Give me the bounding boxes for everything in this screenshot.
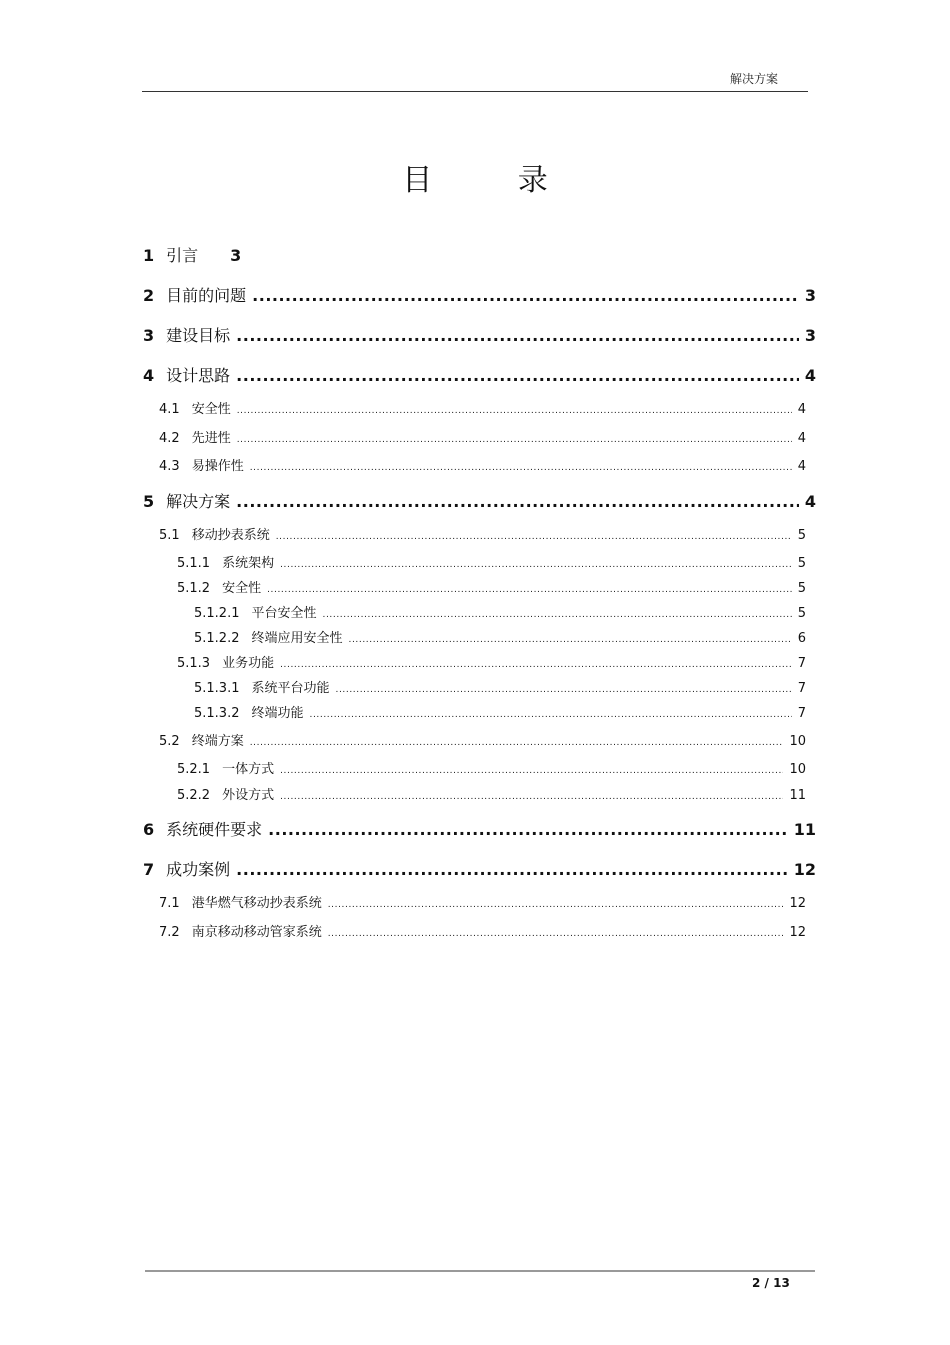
toc-leader-dots [328,900,784,910]
toc-leader-dots [267,585,792,595]
toc-entry-number: 5.1.3.2 [194,706,240,721]
toc-entry-number: 5.1.2 [177,581,211,596]
toc-entry-page: 4 [797,459,806,474]
toc-entry-page: 6 [797,631,806,646]
toc-entry-page: 3 [804,326,816,345]
toc-entry-page: 12 [789,925,806,940]
toc-title: 目 录 [402,163,586,198]
toc-entry[interactable] [143,817,816,840]
toc-entry-page: 5 [797,556,806,571]
toc-entry[interactable] [194,602,806,621]
toc-entry[interactable] [159,455,806,474]
toc-entry-number: 5.2 [159,734,180,749]
toc-entry[interactable] [143,283,816,306]
toc-entry-number: 5.1.3.1 [194,681,240,696]
toc-leader-dots [237,435,792,445]
toc-entry-label: 易操作性 [191,459,244,474]
toc-entry[interactable] [159,427,806,446]
toc-entry-number: 4.3 [159,459,180,474]
toc-entry[interactable] [143,489,816,512]
toc-entry-label: 系统架构 [222,556,275,571]
toc-entry[interactable] [194,677,806,696]
toc-entry-label: 解决方案 [166,492,231,511]
toc-entry-page: 7 [797,706,806,721]
toc-entry-label: 终端应用安全性 [251,631,343,646]
toc-entry-number: 4.2 [159,431,180,446]
toc-entry-page: 11 [793,820,816,839]
toc-entry-number: 7.1 [159,896,180,911]
toc-entry-page: 4 [804,366,816,385]
toc-leader-dots [236,492,799,511]
toc-entry[interactable] [177,552,806,571]
toc-leader-dots [349,635,792,645]
toc-entry-page: 5 [797,606,806,621]
toc-entry-label: 南京移动移动管家系统 [191,925,322,940]
toc-entry-number: 5.2.2 [177,788,211,803]
toc-entry[interactable] [177,784,806,803]
toc-entry-label: 港华燃气移动抄表系统 [191,896,322,911]
toc-entry-number: 7 [143,860,155,879]
toc-entry-page: 5 [797,581,806,596]
toc-entry-number: 1 [143,246,155,265]
toc-entry-page: 3 [804,286,816,305]
toc-leader-dots [328,929,784,939]
toc-leader-dots [268,820,788,839]
toc-leader-dots [280,660,792,670]
toc-entry-number: 6 [143,820,155,839]
toc-leader-dots [310,710,792,720]
toc-entry[interactable] [159,892,806,911]
toc-entry-label: 设计思路 [166,366,231,385]
toc-leader-dots [323,610,792,620]
toc-entry-number: 5.2.1 [177,762,211,777]
toc-entry[interactable] [194,702,806,721]
toc-entry-label: 外设方式 [222,788,275,803]
toc-entry[interactable] [143,363,816,386]
toc-entry-label: 终端功能 [251,706,304,721]
toc-leader-dots [252,286,799,305]
toc-entry-number: 3 [143,326,155,345]
toc-entry[interactable] [143,243,241,266]
toc-leader-dots [276,532,792,542]
toc-entry-page: 4 [797,431,806,446]
toc-entry-page: 4 [804,492,816,511]
page-indicator: 2 / 13 [752,1276,790,1290]
toc-entry-label: 移动抄表系统 [191,528,270,543]
toc-entry-label: 业务功能 [222,656,275,671]
toc-entry-number: 4 [143,366,155,385]
toc-entry-number: 5.1.2.2 [194,631,240,646]
toc-entry-number: 5.1.2.1 [194,606,240,621]
toc-entry-page: 10 [789,762,806,777]
toc-entry[interactable] [159,921,806,940]
toc-entry-label: 先进性 [191,431,231,446]
toc-leader-dots [236,326,799,345]
toc-entry-number: 7.2 [159,925,180,940]
toc-entry[interactable] [177,758,806,777]
toc-entry-label: 系统硬件要求 [166,820,263,839]
toc-entry-label: 系统平台功能 [251,681,330,696]
toc-entry-page: 12 [793,860,816,879]
toc-entry-label: 建设目标 [166,326,231,345]
toc-entry-page: 7 [797,656,806,671]
toc-entry[interactable] [159,730,806,749]
toc-entry-label: 安全性 [222,581,262,596]
toc-leader-dots [236,860,788,879]
toc-entry-number: 5 [143,492,155,511]
toc-entry-page: 7 [797,681,806,696]
toc-entry-number: 4.1 [159,402,180,417]
toc-leader-dots [236,366,799,385]
toc-leader-dots [280,766,783,776]
toc-entry-label: 终端方案 [191,734,244,749]
toc-entry[interactable] [177,577,806,596]
toc-entry-label: 成功案例 [166,860,231,879]
toc-entry-label: 目前的问题 [166,286,247,305]
toc-leader-dots [280,560,792,570]
toc-entry-number: 2 [143,286,155,305]
toc-entry-page: 4 [797,402,806,417]
toc-entry[interactable] [159,398,806,417]
toc-entry-page: 10 [789,734,806,749]
toc-entry-number: 5.1.3 [177,656,211,671]
toc-entry-page: 11 [789,788,806,803]
toc-entry-page: 12 [789,896,806,911]
toc-entry-number: 5.1.1 [177,556,211,571]
toc-entry-label: 引言 [166,246,199,265]
toc-entry[interactable] [177,652,806,671]
toc-entry[interactable] [159,524,806,543]
toc-leader-dots [280,792,783,802]
toc-entry-label: 安全性 [191,402,231,417]
toc-leader-dots [250,463,792,473]
toc-leader-dots [336,685,792,695]
toc-entry-page: 5 [797,528,806,543]
toc-entry[interactable] [143,323,816,346]
toc-entry-label: 平台安全性 [251,606,317,621]
toc-entry-page: 3 [230,246,242,265]
toc-entry-label: 一体方式 [222,762,275,777]
footer-rule [145,1270,815,1272]
toc-entry[interactable] [194,627,806,646]
running-header: 解决方案 [729,72,778,86]
toc-leader-dots [250,738,784,748]
toc-leader-dots [237,406,792,416]
toc-entry-number: 5.1 [159,528,180,543]
toc-entry[interactable] [143,857,816,880]
